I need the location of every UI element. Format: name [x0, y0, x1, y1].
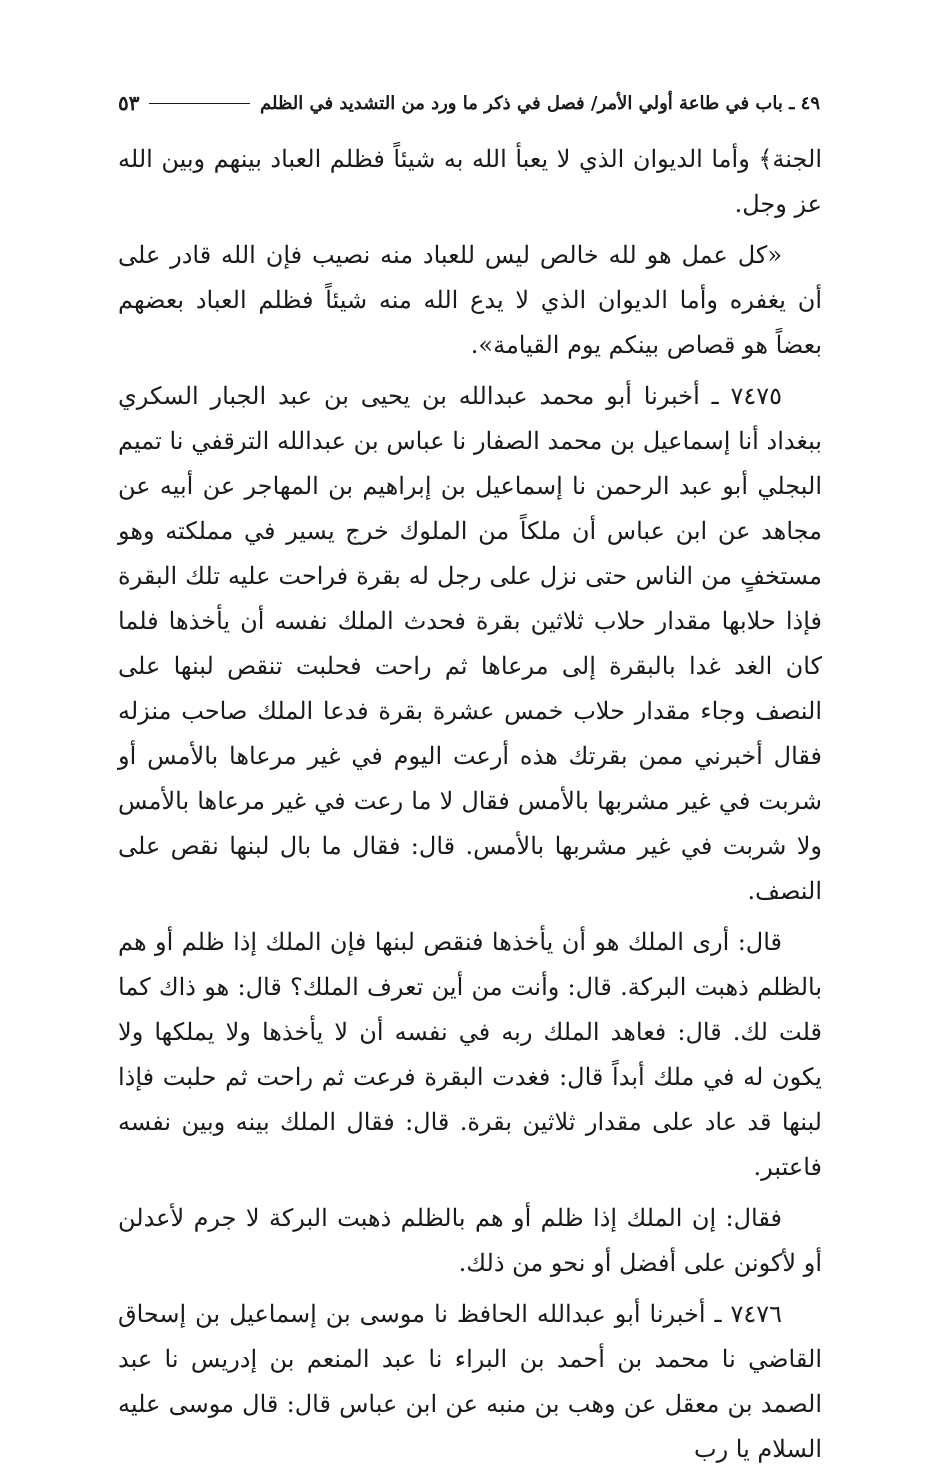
paragraph-4: قال: أرى الملك هو أن يأخذها فنقص لبنها فإن الملك إذا ظلم أو هم بالظلم ذهبت البركة. قال: وأنت من أين تعرف الملك؟ قال: هو ذاك كما قلت لك. قال: فعاهد الملك ربه في نفسه أن لا يأخذها ولا يملكها ولا يكون له في ملك أبداً قال: فغدت البقرة فرعت ثم راحت ثم حلبت فإذا لبنها قد عاد على مقدار ثلاثين بقرة. قال: فقال الملك بينه وبين نفسه فاعتبر. — [118, 928, 822, 1181]
header-rule — [149, 103, 250, 104]
paragraph-hadith-7476: ٧٤٧٦ ـ أخبرنا أبو عبدالله الحافظ نا موسى بن إسماعيل بن إسحاق القاضي نا محمد بن أحمد بن البراء نا عبد المنعم بن إدريس نا عبد الصمد بن معقل عن وهب بن منبه عن ابن عباس قال: قال موسى عليه السلام يا رب — [118, 1300, 822, 1463]
page-number: ٥٣ — [118, 91, 140, 115]
paragraph-2: «كل عمل هو لله خالص ليس للعباد منه نصيب فإن الله قادر على أن يغفره وأما الديوان الذي لا يدع الله منه شيئاً فظلم العباد بعضهم بعضاً هو قصاص بينكم يوم القيامة». — [118, 241, 822, 359]
chapter-title: ٤٩ ـ باب في طاعة أولي الأمر/ فصل في ذكر ما ورد من التشديد في الظلم — [260, 92, 820, 114]
paragraph-hadith-7475: ٧٤٧٥ ـ أخبرنا أبو محمد عبدالله بن يحيى بن عبد الجبار السكري ببغداد أنا إسماعيل بن محمد الصفار نا عباس بن عبدالله الترقفي نا تميم البجلي أبو عبد الرحمن نا إسماعيل بن إبراهيم بن المهاجر عن أبيه عن مجاهد عن ابن عباس أن ملكاً من الملوك خرج يسير في مملكته وهو مستخفٍ من الناس حتى نزل على رجل له بقرة فراحت عليه تلك البقرة فإذا حلابها مقدار حلاب ثلاثين بقرة فحدث الملك نفسه أن يأخذها فلما كان الغد غدا بالبقرة إلى مرعاها ثم راحت فحلبت تنقص لبنها على النصف وجاء مقدار حلاب خمس عشرة بقرة فدعا الملك صاحب منزله فقال أخبرني ممن بقرتك هذه أرعت اليوم في غير مرعاها بالأمس أو شربت في غير مشربها بالأمس فقال لا ما رعت في غير مرعاها بالأمس ولا شربت في غير مشربها بالأمس. قال: فقال ما بال لبنها نقص على النصف. — [118, 382, 822, 905]
paragraph-5: فقال: إن الملك إذا ظلم أو هم بالظلم ذهبت البركة لا جرم لأعدلن أو لأكونن على أفضل أو نحو من ذلك. — [118, 1204, 822, 1277]
running-header — [118, 86, 820, 120]
body-text — [118, 137, 822, 1478]
paragraph-1: الجنة﴾ وأما الديوان الذي لا يعبأ الله به شيئاً فظلم العباد بينهم وبين الله عز وجل. — [118, 145, 822, 218]
